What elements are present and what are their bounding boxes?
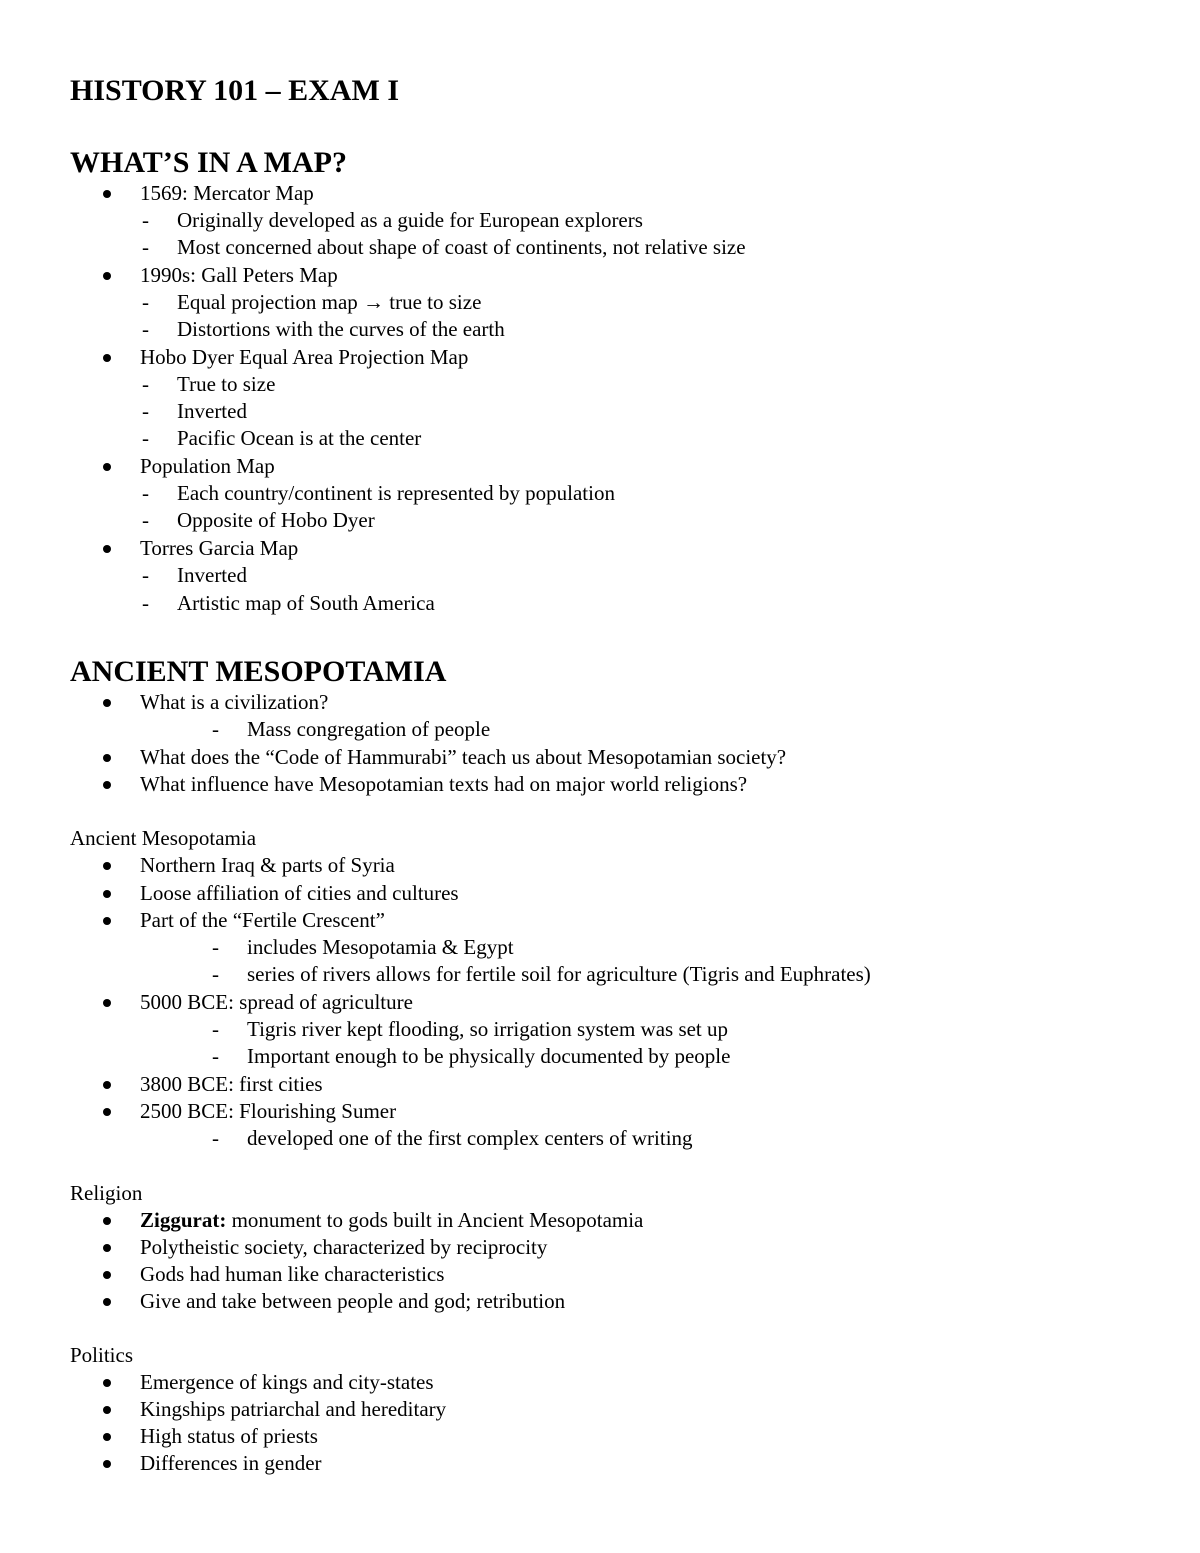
bullet-icon — [103, 272, 111, 280]
bullet-icon — [103, 754, 111, 762]
bullet-icon — [103, 1460, 111, 1468]
bullet-icon — [103, 463, 111, 471]
bullet-icon — [103, 917, 111, 925]
section-heading-mesopotamia: ANCIENT MESOPOTAMIA — [70, 655, 447, 688]
bullet-icon — [103, 1108, 111, 1116]
bullet-icon — [103, 1406, 111, 1414]
bullet-icon — [103, 190, 111, 198]
bullet-icon — [103, 1433, 111, 1441]
bullet-icon — [103, 999, 111, 1007]
bullet-icon — [103, 545, 111, 553]
bullet-icon — [103, 1298, 111, 1306]
bullet-icon — [103, 781, 111, 789]
bullet-icon — [103, 1271, 111, 1279]
bullet-icon — [103, 354, 111, 362]
bullet-icon — [103, 1217, 111, 1225]
bullet-icon — [103, 890, 111, 898]
bullet-icon — [103, 1244, 111, 1252]
term: Ziggurat: — [140, 1208, 227, 1232]
bullet-icon — [103, 862, 111, 870]
bullet-icon — [103, 699, 111, 707]
subsection-label: Religion — [70, 1181, 143, 1205]
bullet-icon — [103, 1379, 111, 1387]
page-title: HISTORY 101 – EXAM I — [70, 74, 399, 107]
subsection-label: Politics — [70, 1343, 134, 1367]
subsection-label: Ancient Mesopotamia — [70, 826, 257, 850]
bullet-icon — [103, 1081, 111, 1089]
section-heading-map: WHAT’S IN A MAP? — [70, 146, 347, 179]
